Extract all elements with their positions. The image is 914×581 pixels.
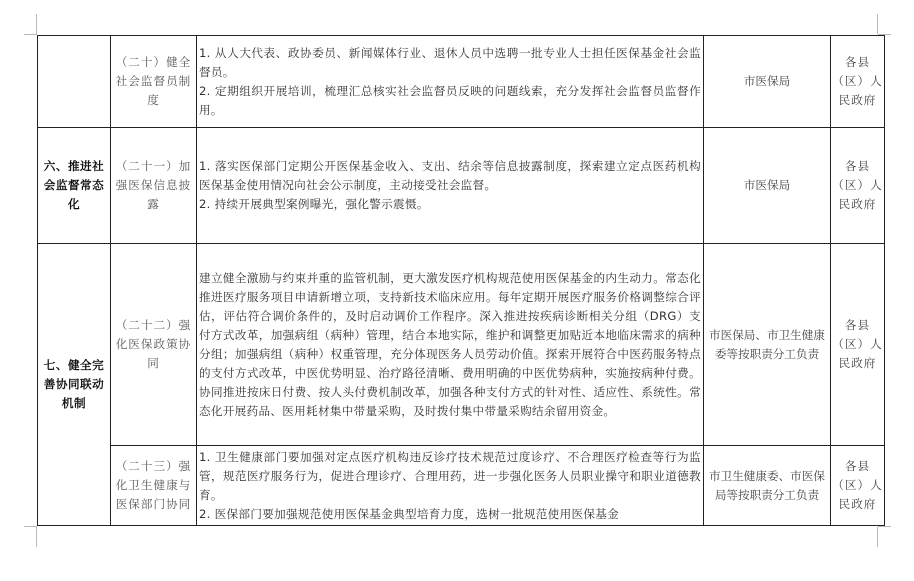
task-content-cell	[197, 446, 704, 526]
content-paragraph: 2. 持续开展典型案例曝光，强化警示震慑。	[199, 197, 429, 211]
crop-mark-left-bottom-v	[36, 527, 37, 547]
category-cell: 六、推进社会监督常态化	[38, 128, 111, 244]
executor-cell: 各县（区）人民政府	[831, 128, 885, 244]
lead-department-cell: 市医保局	[704, 36, 831, 128]
tasks-table	[37, 35, 885, 526]
content-paragraph: 1. 卫生健康部门要加强对定点医疗机构违反诊疗技术规范过度诊疗、不合理医疗检查等行为监管，规范医疗服务行为，促进合理诊疗、合理用药，进一步强化医务人员职业操守和职业道德教育。	[199, 449, 701, 502]
lead-department-cell: 市医保局、市卫生健康委等按职责分工负责	[704, 244, 831, 446]
content-paragraph: 建立健全激励与约束并重的监管机制，更大激发医疗机构规范使用医保基金的内生动力。常态化推进医疗服务项目申请新增立项，支持新技术临床应用。每年定期开展医疗服务价格调整综合评估，评估符合调价条件的，及时启动调价工作程序。深入推进按疾病诊断相关分组（DRG）支付方式改革，加强病组（病种）管理，结合本地实际，维护和调整更加贴近本地临床需求的病种分组；加强病组（病种）权重管理，充分体现医务人员劳动价值。探索开展符合中医药服务特点的支付方式改革，中医优势明显、治疗路径清晰、费用明确的中医优势病种，实施按病种付费。协同推进按床日付费、按人头付费机制改革，加强各种支付方式的针对性、适应性、系统性。常态化开展药品、医用耗材集中带量采购，及时拨付集中带量采购结余留用资金。	[199, 270, 701, 418]
crop-mark-right-bottom-v	[877, 527, 878, 547]
task-item-cell: （二十三）强化卫生健康与医保部门协同	[111, 446, 197, 526]
task-content-cell	[197, 36, 704, 128]
table-row	[38, 36, 885, 128]
category-cell: 七、健全完善协同联动机制	[38, 244, 111, 526]
table-row	[38, 128, 885, 244]
task-item-cell: （二十一）加强医保信息披露	[111, 128, 197, 244]
lead-department-cell: 市医保局	[704, 128, 831, 244]
category-cell	[38, 36, 111, 128]
table-row	[38, 244, 885, 446]
crop-mark-right-top-v	[877, 14, 878, 34]
table-row	[38, 446, 885, 526]
task-item-cell: （二十二）强化医保政策协同	[111, 244, 197, 446]
crop-mark-left-top-v	[36, 14, 37, 34]
task-content-cell	[197, 244, 704, 446]
task-item-cell: （二十）健全社会监督员制度	[111, 36, 197, 128]
content-paragraph: 1. 落实医保部门定期公开医保基金收入、支出、结余等信息披露制度，探索建立定点医药机构医保基金使用情况向社会公示制度，主动接受社会监督。	[199, 159, 701, 192]
content-paragraph: 2. 医保部门要加强规范使用医保基金典型培育力度，选树一批规范使用医保基金	[199, 506, 620, 521]
content-paragraph: 1. 从人大代表、政协委员、新闻媒体行业、退休人员中选聘一批专业人士担任医保基金社会监督员。	[199, 45, 701, 79]
task-content-cell	[197, 128, 704, 244]
lead-department-cell: 市卫生健康委、市医保局等按职责分工负责	[704, 446, 831, 526]
crop-mark-left-top-h	[24, 34, 37, 35]
executor-cell: 各县（区）人民政府	[831, 446, 885, 526]
executor-cell: 各县（区）人民政府	[831, 36, 885, 128]
content-paragraph: 2. 定期组织开展培训，梳理汇总核实社会监督员反映的问题线索，充分发挥社会监督员监督作用。	[199, 83, 701, 117]
crop-mark-right-bottom-h	[878, 526, 891, 527]
executor-cell: 各县（区）人民政府	[831, 244, 885, 446]
